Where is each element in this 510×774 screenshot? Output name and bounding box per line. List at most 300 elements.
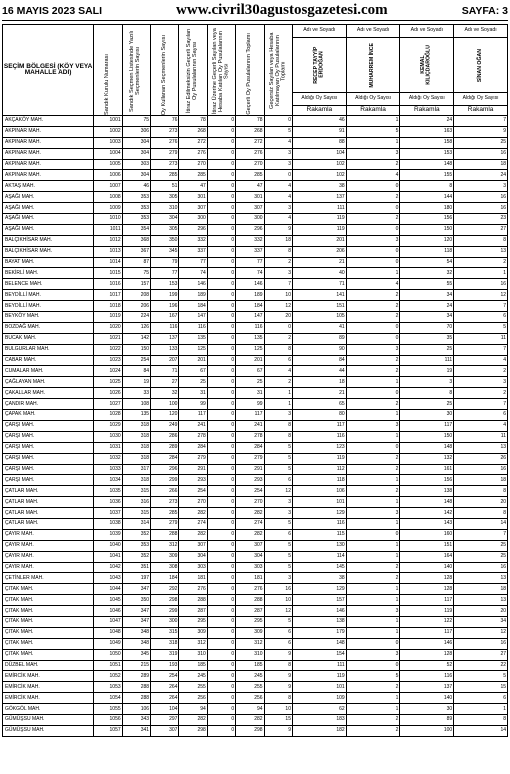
mahalle-cell: ÇARŞI MAH. [3,464,94,475]
table-row [3,366,508,377]
value-cell: 286 [151,431,179,442]
value-cell: 201 [179,355,207,366]
value-cell: 2 [346,312,400,323]
value-cell: 3 [264,203,292,214]
value-cell: 102 [292,170,346,181]
value-cell: 273 [151,159,179,170]
value-cell: 116 [179,322,207,333]
value-cell: 90 [292,344,346,355]
value-cell: 319 [151,649,179,660]
value-cell: 289 [122,671,150,682]
value-cell: 288 [122,682,150,693]
value-cell: 312 [179,638,207,649]
value-cell: 4 [264,192,292,203]
value-cell: 32 [151,388,179,399]
value-cell: 255 [179,682,207,693]
value-cell: 337 [179,246,207,257]
mahalle-cell: AŞAĞI MAH. [3,214,94,225]
value-cell: 207 [151,355,179,366]
value-cell: 1 [346,410,400,421]
mahalle-cell: GÖKGÖL MAH. [3,704,94,715]
mahalle-cell: GÜMÜŞSU MAH. [3,714,94,725]
value-cell: 102 [292,159,346,170]
value-cell: 300 [151,616,179,627]
value-cell: 18 [264,235,292,246]
value-cell: 0 [207,704,235,715]
value-cell: 115 [292,529,346,540]
value-cell: 2 [346,290,400,301]
mahalle-cell: CABAR MAH. [3,355,94,366]
table-row [3,399,508,410]
secmen-header: Sandık Seçmen Listesinde Yazılı Seçmenlerin Sayısı [122,25,150,116]
value-cell: 276 [179,148,207,159]
value-cell: 254 [179,486,207,497]
value-cell: 30 [400,704,454,715]
value-cell: 1040 [94,540,122,551]
value-cell: 24 [454,170,508,181]
value-cell: 7 [454,399,508,410]
value-cell: 31 [236,388,264,399]
value-cell: 16 [454,464,508,475]
value-cell: 34 [454,616,508,627]
value-cell: 206 [292,246,346,257]
value-cell: 345 [122,649,150,660]
value-cell: 0 [207,366,235,377]
value-cell: 143 [400,518,454,529]
value-cell: 189 [179,290,207,301]
value-cell: 343 [122,714,150,725]
mahalle-cell: AKPINAR MAH. [3,137,94,148]
value-cell: 256 [179,693,207,704]
value-cell: 130 [292,540,346,551]
value-cell: 1006 [94,170,122,181]
value-cell: 296 [179,224,207,235]
value-cell: 353 [122,214,150,225]
value-cell: 304 [179,551,207,562]
value-cell: 299 [151,475,179,486]
mahalle-cell: BUCAK MAH. [3,333,94,344]
value-cell: 142 [400,508,454,519]
table-row [3,137,508,148]
table-row [3,475,508,486]
value-cell: 6 [454,410,508,421]
table-row [3,704,508,715]
value-cell: 284 [236,442,264,453]
value-cell: 0 [207,464,235,475]
value-cell: 1044 [94,584,122,595]
value-cell: 77 [151,268,179,279]
value-cell: 116 [400,671,454,682]
value-cell: 1032 [94,453,122,464]
value-cell: 0 [346,388,400,399]
value-cell: 157 [292,595,346,606]
table-row [3,170,508,181]
mahalle-cell: ÇAYIR MAH. [3,540,94,551]
value-cell: 123 [292,442,346,453]
value-cell: 0 [346,333,400,344]
value-cell: 10 [264,704,292,715]
value-cell: 5 [264,442,292,453]
value-cell: 8 [264,431,292,442]
value-cell: 1048 [94,627,122,638]
value-cell: 25 [179,377,207,388]
value-cell: 332 [179,235,207,246]
table-row [3,355,508,366]
value-cell: 0 [207,584,235,595]
table-row [3,126,508,137]
value-cell: 22 [454,660,508,671]
value-cell: 0 [264,170,292,181]
value-cell: 106 [122,704,150,715]
table-row [3,638,508,649]
value-cell: 1035 [94,486,122,497]
value-cell: 2 [346,682,400,693]
value-cell: 146 [179,279,207,290]
value-cell: 137 [400,682,454,693]
value-cell: 287 [236,606,264,617]
value-cell: 184 [236,301,264,312]
rakamla-label: Rakamla [292,105,346,115]
value-cell: 201 [292,235,346,246]
value-cell: 23 [454,214,508,225]
value-cell: 112 [292,464,346,475]
value-cell: 254 [236,486,264,497]
value-cell: 5 [264,518,292,529]
table-row [3,181,508,192]
table-row [3,116,508,127]
value-cell: 6 [264,638,292,649]
value-cell: 111 [292,660,346,671]
value-cell: 1011 [94,224,122,235]
value-cell: 249 [151,420,179,431]
value-cell: 1007 [94,181,122,192]
value-cell: 9 [264,649,292,660]
candidate-ince: MUHARREM İNCE [346,38,400,93]
value-cell: 33 [122,388,150,399]
value-cell: 89 [400,714,454,725]
value-cell: 291 [179,464,207,475]
value-cell: 279 [151,518,179,529]
value-cell: 318 [122,442,150,453]
value-cell: 282 [179,508,207,519]
value-cell: 368 [122,235,150,246]
value-cell: 182 [292,725,346,736]
value-cell: 8 [454,508,508,519]
mahalle-cell: AŞAĞI MAH. [3,224,94,235]
value-cell: 254 [151,671,179,682]
value-cell: 158 [400,137,454,148]
value-cell: 148 [400,497,454,508]
value-cell: 367 [122,246,150,257]
table-row [3,464,508,475]
value-cell: 0 [207,660,235,671]
value-cell: 307 [236,540,264,551]
mahalle-cell: ÇITAK MAH. [3,638,94,649]
value-cell: 140 [400,693,454,704]
value-cell: 318 [122,420,150,431]
value-cell: 25 [236,377,264,388]
table-row [3,693,508,704]
value-cell: 1027 [94,399,122,410]
value-cell: 6 [454,693,508,704]
value-cell: 2 [264,377,292,388]
value-cell: 304 [122,170,150,181]
value-cell: 254 [122,355,150,366]
value-cell: 315 [151,627,179,638]
value-cell: 21 [292,388,346,399]
mahalle-cell: ÇETİNLER MAH. [3,573,94,584]
value-cell: 5 [264,616,292,627]
election-results-table [2,24,508,737]
mahalle-cell: ÇAYIR MAH. [3,562,94,573]
vote-count-label: Aldığı Oy Sayısı [346,93,400,105]
value-cell: 310 [179,649,207,660]
table-row [3,214,508,225]
value-cell: 117 [400,627,454,638]
value-cell: 6 [264,355,292,366]
value-cell: 142 [122,333,150,344]
value-cell: 13 [454,595,508,606]
mahalle-cell: BEYDİLLİ MAH. [3,301,94,312]
value-cell: 0 [207,116,235,127]
value-cell: 5 [264,551,292,562]
value-cell: 185 [236,660,264,671]
value-cell: 2 [346,573,400,584]
mahalle-cell: AKPINAR MAH. [3,170,94,181]
value-cell: 5 [454,322,508,333]
value-cell: 274 [236,518,264,529]
mahalle-cell: EMİRCİK MAH. [3,693,94,704]
value-cell: 15 [264,714,292,725]
value-cell: 38 [292,573,346,584]
value-cell: 41 [292,322,346,333]
value-cell: 111 [400,355,454,366]
value-cell: 3 [346,344,400,355]
value-cell: 140 [400,562,454,573]
value-cell: 151 [400,540,454,551]
value-cell: 310 [236,649,264,660]
value-cell: 160 [400,529,454,540]
value-cell: 18 [454,475,508,486]
value-cell: 12 [264,486,292,497]
mahalle-cell: ÇITAK MAH. [3,606,94,617]
value-cell: 0 [207,551,235,562]
value-cell: 2 [346,714,400,725]
value-cell: 1 [264,388,292,399]
value-cell: 65 [292,399,346,410]
candidate-name-label: Adı ve Soyadı [400,25,454,38]
value-cell: 1051 [94,660,122,671]
mahalle-cell: GÜMÜŞSU MAH. [3,725,94,736]
value-cell: 148 [292,638,346,649]
value-cell: 2 [346,355,400,366]
value-cell: 285 [179,170,207,181]
value-cell: 167 [151,312,179,323]
table-row [3,344,508,355]
rakamla-label: Rakamla [454,105,508,115]
value-cell: 1053 [94,682,122,693]
value-cell: 38 [292,181,346,192]
value-cell: 80 [292,410,346,421]
mahalle-cell: ÇATLAR MAH. [3,486,94,497]
value-cell: 1 [346,475,400,486]
value-cell: 3 [264,508,292,519]
value-cell: 1031 [94,442,122,453]
value-cell: 278 [236,431,264,442]
value-cell: 54 [400,257,454,268]
value-cell: 5 [346,126,400,137]
value-cell: 303 [179,562,207,573]
value-cell: 298 [179,725,207,736]
value-cell: 348 [122,638,150,649]
value-cell: 12 [264,301,292,312]
value-cell: 19 [122,377,150,388]
value-cell: 94 [236,704,264,715]
table-row [3,159,508,170]
value-cell: 352 [122,529,150,540]
table-row [3,290,508,301]
value-cell: 0 [346,246,400,257]
value-cell: 318 [151,638,179,649]
value-cell: 128 [400,573,454,584]
value-cell: 348 [122,627,150,638]
mahalle-cell: ÇATLAR MAH. [3,508,94,519]
mahalle-cell: ÇATLAR MAH. [3,497,94,508]
value-cell: 303 [122,159,150,170]
value-cell: 285 [151,508,179,519]
value-cell: 8 [454,714,508,725]
mahalle-cell: BAYAT MAH. [3,257,94,268]
value-cell: 119 [292,671,346,682]
value-cell: 1003 [94,137,122,148]
value-cell: 151 [292,301,346,312]
value-cell: 354 [122,224,150,235]
value-cell: 293 [236,475,264,486]
value-cell: 16 [454,562,508,573]
value-cell: 9 [454,126,508,137]
mahalle-cell: ÇAYIR MAH. [3,551,94,562]
value-cell: 128 [400,584,454,595]
value-cell: 284 [151,453,179,464]
value-cell: 0 [207,508,235,519]
value-cell: 1057 [94,725,122,736]
value-cell: 8 [264,420,292,431]
value-cell: 295 [236,616,264,627]
value-cell: 287 [179,606,207,617]
value-cell: 164 [400,551,454,562]
value-cell: 2 [346,159,400,170]
value-cell: 157 [122,279,150,290]
value-cell: 189 [236,290,264,301]
value-cell: 84 [292,355,346,366]
value-cell: 0 [207,148,235,159]
value-cell: 2 [454,366,508,377]
value-cell: 1 [346,431,400,442]
site-url[interactable]: www.civril30agustosgazetesi.com [176,2,388,18]
value-cell: 117 [236,410,264,421]
value-cell: 8 [264,344,292,355]
value-cell: 0 [207,671,235,682]
value-cell: 215 [122,660,150,671]
value-cell: 282 [236,508,264,519]
value-cell: 91 [292,126,346,137]
value-cell: 1 [346,627,400,638]
value-cell: 1033 [94,464,122,475]
value-cell: 1050 [94,649,122,660]
value-cell: 117 [179,410,207,421]
value-cell: 0 [207,235,235,246]
value-cell: 347 [122,584,150,595]
value-cell: 129 [292,584,346,595]
value-cell: 264 [151,693,179,704]
value-cell: 309 [179,627,207,638]
value-cell: 1 [454,704,508,715]
value-cell: 0 [207,518,235,529]
value-cell: 87 [122,257,150,268]
value-cell: 55 [400,279,454,290]
value-cell: 2 [346,725,400,736]
value-cell: 0 [207,290,235,301]
value-cell: 0 [207,475,235,486]
table-row [3,322,508,333]
table-row [3,203,508,214]
value-cell: 2 [454,257,508,268]
value-cell: 298 [151,595,179,606]
value-cell: 105 [292,312,346,323]
value-cell: 1 [346,551,400,562]
value-cell: 183 [292,714,346,725]
table-row [3,540,508,551]
value-cell: 78 [179,116,207,127]
value-cell: 16 [264,584,292,595]
value-cell: 4 [346,279,400,290]
value-cell: 5 [264,562,292,573]
value-cell: 304 [122,137,150,148]
value-cell: 125 [179,344,207,355]
value-cell: 1025 [94,377,122,388]
value-cell: 15 [454,682,508,693]
mahalle-cell: EMİRCİK MAH. [3,682,94,693]
value-cell: 0 [346,660,400,671]
region-header: SEÇİM BÖLGESİ (KÖY VEYA MAHALLE ADI) [3,25,94,116]
value-cell: 0 [207,159,235,170]
table-row [3,279,508,290]
value-cell: 1004 [94,148,122,159]
value-cell: 62 [292,704,346,715]
value-cell: 25 [454,551,508,562]
value-cell: 0 [207,725,235,736]
value-cell: 1 [346,616,400,627]
value-cell: 1023 [94,355,122,366]
value-cell: 84 [122,366,150,377]
value-cell: 25 [454,540,508,551]
value-cell: 3 [346,606,400,617]
value-cell: 1052 [94,671,122,682]
value-cell: 0 [207,279,235,290]
value-cell: 274 [179,518,207,529]
value-cell: 0 [207,714,235,725]
value-cell: 1041 [94,551,122,562]
mahalle-cell: ÇARŞI MAH. [3,453,94,464]
value-cell: 161 [400,464,454,475]
vote-count-label: Aldığı Oy Sayısı [400,93,454,105]
value-cell: 1012 [94,235,122,246]
value-cell: 116 [151,322,179,333]
value-cell: 77 [236,257,264,268]
value-cell: 46 [122,181,150,192]
vote-count-label: Aldığı Oy Sayısı [454,93,508,105]
value-cell: 106 [292,486,346,497]
